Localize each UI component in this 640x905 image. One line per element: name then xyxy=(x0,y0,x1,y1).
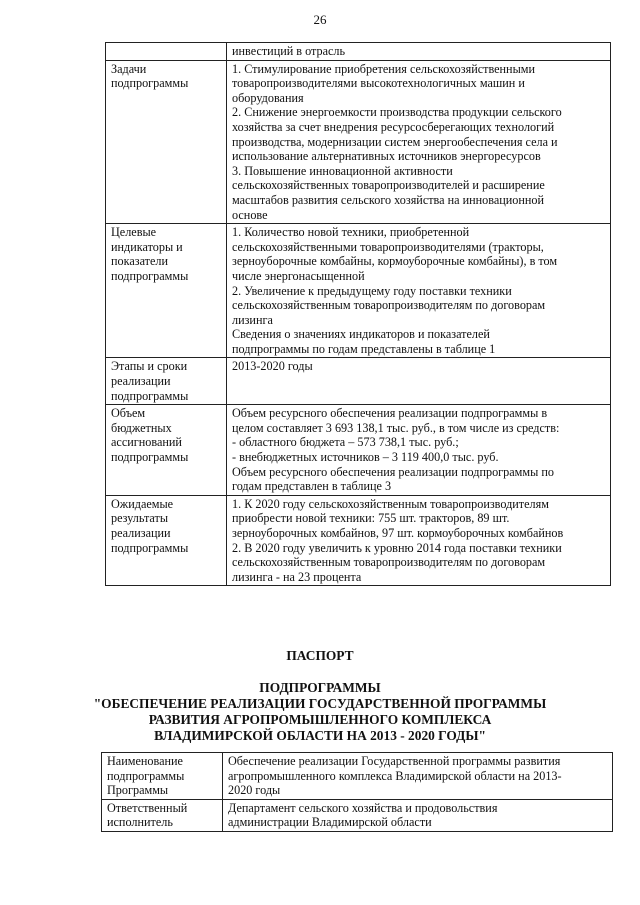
row-label-cell xyxy=(106,495,227,586)
row-content-line: оборудования xyxy=(232,90,304,105)
row-label-line: подпрограммы xyxy=(111,450,189,465)
row-content-line: производства, модернизации систем энергообеспечения села и xyxy=(232,134,558,149)
row-content-line: годам представлен в таблице 3 xyxy=(232,479,392,494)
subprogram-heading-line: "ОБЕСПЕЧЕНИЕ РЕАЛИЗАЦИИ ГОСУДАРСТВЕННОЙ ПРОГРАММЫ xyxy=(93,696,547,711)
row-content-line: администрации Владимирской области xyxy=(228,815,432,830)
row-content-line: инвестиций в отрасль xyxy=(232,44,346,58)
row-content-line: приобрести новой техники: 755 шт. тракторов, 89 шт. xyxy=(232,511,510,526)
row-content-line: использование альтернативных источников энергоресурсов xyxy=(232,149,541,164)
row-label-line: исполнитель xyxy=(107,815,173,830)
row-label-line: подпрограммы xyxy=(111,268,189,283)
row-label-line: Объем xyxy=(111,406,146,421)
row-label-line: подпрограммы xyxy=(107,768,185,783)
row-content-cell xyxy=(227,358,611,405)
row-content-cell xyxy=(227,405,611,496)
row-content-line: подпрограммы по годам представлены в таблице 1 xyxy=(232,341,496,356)
row-content-line: сельскохозяйственными товаропроизводителями (тракторы, xyxy=(232,239,544,254)
row-content-line: основе xyxy=(232,207,268,222)
row-label-line: подпрограммы xyxy=(111,540,189,555)
table-row xyxy=(106,358,611,405)
row-label-line: Задачи xyxy=(111,61,147,76)
page-number: 26 xyxy=(313,12,327,27)
row-content-line: Обеспечение реализации Государственной программы развития xyxy=(228,754,561,768)
row-content-line: лизинга - на 23 процента xyxy=(232,569,362,584)
table-body xyxy=(106,43,611,586)
row-content-line: целом составляет 3 693 138,1 тыс. руб., в том числе из средств: xyxy=(232,420,560,435)
row-content-line: Объем ресурсного обеспечения реализации подпрограммы в xyxy=(232,406,548,421)
table-row xyxy=(102,799,613,831)
row-label-line: Ожидаемые xyxy=(111,496,174,511)
row-content-line: сельскохозяйственных товаропроизводителей и расширение xyxy=(232,178,545,193)
row-label-cell xyxy=(106,43,227,61)
row-label-cell xyxy=(106,405,227,496)
row-content-line: товаропроизводителями высокотехнологичных машин и xyxy=(232,76,525,91)
row-label-line: показатели xyxy=(111,254,169,269)
row-content-line: лизинга xyxy=(232,312,273,327)
row-label-line: реализации xyxy=(111,374,171,389)
row-content-line: 1. Стимулирование приобретения сельскохозяйственными xyxy=(232,61,536,76)
row-content-cell xyxy=(227,495,611,586)
row-content-cell xyxy=(223,799,613,831)
row-content-line: зерноуборочные комбайны, кормоуборочные комбайны), в том xyxy=(232,254,558,269)
row-label-line: результаты xyxy=(111,511,169,526)
table-row xyxy=(106,495,611,586)
row-content-line: агропромышленного комплекса Владимирской области на 2013- xyxy=(228,768,562,783)
row-label-cell xyxy=(106,60,227,224)
row-content-cell xyxy=(227,60,611,224)
row-content-line: числе энергонасыщенной xyxy=(232,268,365,283)
table-row xyxy=(106,43,611,61)
row-content-line: 2. Увеличение к предыдущему году поставки техники xyxy=(232,283,512,298)
row-content-cell xyxy=(227,224,611,358)
row-label-line: Ответственный xyxy=(107,800,188,815)
row-label-cell xyxy=(106,358,227,405)
row-label-cell xyxy=(102,753,223,800)
row-content-line: 1. К 2020 году сельскохозяйственным товаропроизводителям xyxy=(232,496,549,511)
subprogram-heading-line: ПОДПРОГРАММЫ xyxy=(259,680,381,695)
subprogram-heading-line: ВЛАДИМИРСКОЙ ОБЛАСТИ НА 2013 - 2020 ГОДЫ" xyxy=(154,728,486,743)
row-label-line: Этапы и сроки xyxy=(111,359,188,374)
row-content-line: сельскохозяйственным товаропроизводителям по договорам xyxy=(232,298,546,313)
row-content-line: зерноуборочных комбайнов, 97 шт. кормоуборочных комбайнов xyxy=(232,526,564,540)
table-row xyxy=(102,753,613,800)
row-content-line: Сведения о значениях индикаторов и показателей xyxy=(232,327,490,342)
row-content-line: - внебюджетных источников – 3 119 400,0 тыс. руб. xyxy=(232,450,499,465)
row-content-line: масштабов развития сельского хозяйства на инновационной xyxy=(232,192,545,207)
row-content-line: хозяйства за счет внедрения ресурсосберегающих технологий xyxy=(232,119,555,134)
row-content-line: Департамент сельского хозяйства и продовольствия xyxy=(228,800,498,815)
table-row xyxy=(106,224,611,358)
row-label-line: индикаторы и xyxy=(111,239,183,254)
subprogram-heading xyxy=(0,680,640,744)
row-label-cell xyxy=(106,224,227,358)
row-label-line: подпрограммы xyxy=(111,76,189,91)
row-label-line: бюджетных xyxy=(111,420,172,435)
row-label-line: Программы xyxy=(107,783,169,798)
row-content-cell xyxy=(223,753,613,800)
row-content-line: - областного бюджета – 573 738,1 тыс. руб.; xyxy=(232,435,459,450)
row-content-line: Объем ресурсного обеспечения реализации подпрограммы по xyxy=(232,464,554,479)
row-label-line: Целевые xyxy=(111,225,157,240)
table-row xyxy=(106,60,611,224)
subprogram-passport-table xyxy=(101,752,613,832)
table-body xyxy=(102,753,613,832)
passport-title: ПАСПОРТ xyxy=(286,648,354,663)
row-label-line: подпрограммы xyxy=(111,388,189,403)
row-label-line: Наименование xyxy=(107,754,183,768)
subprogram-passport-table-continued xyxy=(105,42,611,586)
row-content-line: 2. Снижение энергоемкости производства продукции сельского xyxy=(232,105,562,120)
row-content-line: 2. В 2020 году увеличить к уровню 2014 года поставки техники xyxy=(232,540,562,555)
row-label-line: реализации xyxy=(111,526,171,540)
row-content-line: 2020 годы xyxy=(228,783,281,798)
row-content-line: 2013-2020 годы xyxy=(232,359,313,374)
row-content-line: сельскохозяйственным товаропроизводителям по договорам xyxy=(232,555,546,570)
row-content-line: 1. Количество новой техники, приобретенной xyxy=(232,225,470,240)
row-label-line: ассигнований xyxy=(111,435,182,450)
row-content-line: 3. Повышение инновационной активности xyxy=(232,163,453,178)
row-label-cell xyxy=(102,799,223,831)
table-row xyxy=(106,405,611,496)
row-content-cell xyxy=(227,43,611,61)
subprogram-heading-line: РАЗВИТИЯ АГРОПРОМЫШЛЕННОГО КОМПЛЕКСА xyxy=(148,712,492,727)
